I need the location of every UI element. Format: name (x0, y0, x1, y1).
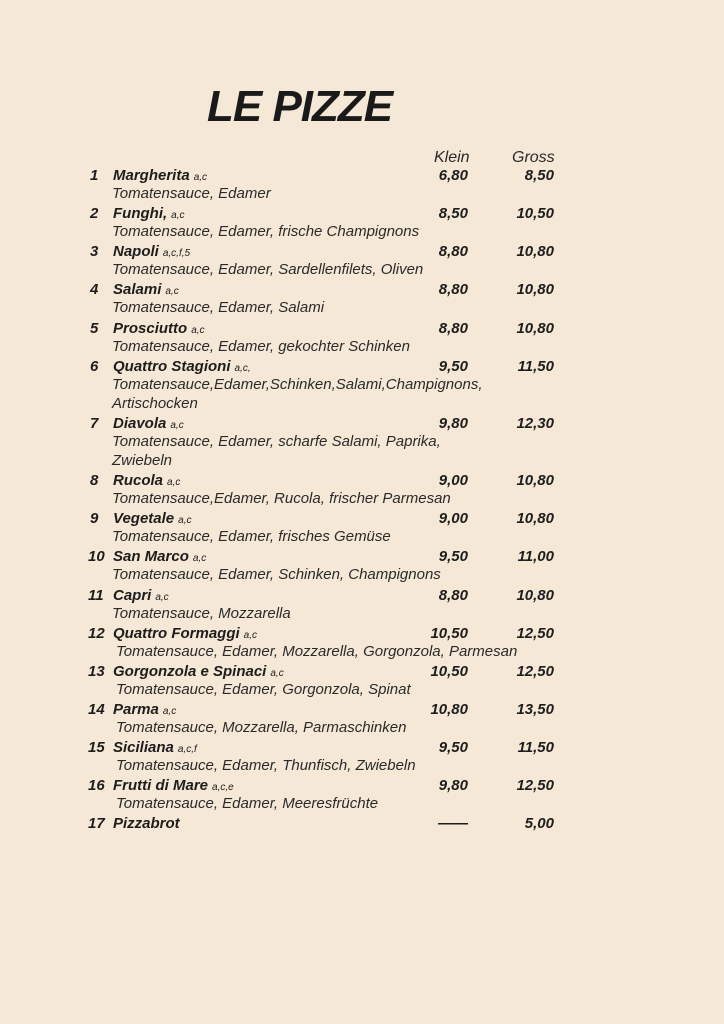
item-name: Pizzabrot (113, 815, 180, 833)
item-name: Quattro Formaggi a,c (113, 624, 258, 642)
item-name: Vegetale a,c (113, 510, 192, 528)
price-klein: —— (438, 815, 468, 833)
allergen-codes: a,c (167, 477, 181, 489)
price-klein: 9,50 (438, 357, 468, 375)
item-description: Tomatensauce, Edamer, Thunfisch, Zwiebeln (116, 757, 416, 775)
allergen-codes: a,c,e (212, 782, 234, 794)
price-gross: 12,50 (516, 624, 554, 642)
price-gross: 10,80 (516, 281, 554, 299)
item-description: Tomatensauce, Edamer, Meeresfrüchte (116, 795, 379, 813)
gross-column-header: Gross (512, 149, 555, 166)
allergen-codes: a,c (155, 591, 169, 603)
price-klein: 8,80 (438, 281, 468, 299)
allergen-codes: a,c (162, 705, 177, 717)
menu-item-siciliana (0, 737, 724, 775)
page-title: LE PIZZE (207, 82, 393, 131)
allergen-codes: a,c,f (177, 744, 197, 756)
price-gross: 12,50 (516, 662, 554, 680)
item-name: Quattro Stagioni a,c, (113, 357, 251, 375)
menu-item-rucola (0, 470, 724, 508)
item-name: Gorgonzola e Spinaci a,c (113, 662, 284, 680)
allergen-codes: a,c (178, 515, 192, 527)
item-number: 12 (88, 624, 105, 642)
menu-item-napoli (0, 241, 724, 279)
price-klein: 6,80 (438, 167, 468, 184)
item-number: 15 (88, 739, 105, 757)
price-gross: 11,50 (517, 739, 554, 757)
item-name: San Marco a,c (113, 548, 207, 566)
item-name: Parma a,c (113, 700, 177, 718)
allergen-codes: a,c (192, 553, 207, 565)
item-number: 4 (90, 281, 99, 299)
menu-item-parma (0, 699, 724, 737)
price-gross: 12,50 (516, 777, 554, 795)
item-description: Tomatensauce, Edamer, Gorgonzola, Spinat (116, 680, 411, 698)
item-name: Diavola a,c (113, 414, 184, 432)
price-klein: 9,80 (438, 414, 468, 432)
menu-item-funghi (0, 203, 724, 241)
price-gross: 11,00 (517, 548, 554, 566)
item-description: Tomatensauce, Edamer, Salami (112, 299, 325, 317)
price-gross: 10,80 (516, 472, 554, 490)
item-number: 8 (90, 472, 99, 490)
item-number: 13 (88, 662, 105, 680)
price-klein: 10,50 (430, 662, 468, 680)
item-name: Capri a,c (113, 586, 169, 604)
item-description: Tomatensauce, Edamer, frisches Gemüse (112, 528, 391, 546)
item-number: 9 (90, 510, 99, 528)
item-number: 1 (90, 167, 99, 184)
klein-column-header: Klein (434, 149, 470, 166)
allergen-codes: a,c (170, 419, 184, 431)
price-klein: 8,80 (438, 319, 468, 337)
menu-item-pizzabrot (0, 813, 724, 851)
item-description: Tomatensauce, Edamer, Mozzarella, Gorgonzola, Parmesan (116, 642, 518, 660)
price-gross: 5,00 (524, 815, 554, 833)
item-number: 2 (90, 205, 99, 223)
price-klein: 9,80 (438, 777, 468, 795)
price-gross: 10,50 (516, 205, 554, 223)
menu-item-vegetale (0, 508, 724, 546)
item-number: 5 (90, 319, 99, 337)
price-gross: 13,50 (516, 700, 554, 718)
item-name: Napoli a,c,f,5 (113, 243, 191, 261)
item-number: 3 (90, 243, 99, 261)
item-name: Funghi, a,c (113, 205, 185, 223)
price-klein: 8,80 (438, 243, 468, 261)
price-gross: 12,30 (516, 414, 554, 432)
item-name: Siciliana a,c,f (113, 739, 197, 757)
price-klein: 8,80 (438, 586, 468, 604)
item-number: 16 (88, 777, 105, 795)
item-description: Tomatensauce, Edamer (112, 185, 271, 202)
item-name: Frutti di Mare a,c,e (113, 777, 234, 795)
price-klein: 9,00 (438, 510, 468, 528)
item-name: Salami a,c (113, 281, 179, 299)
menu-item-quattro-formaggi (0, 623, 724, 661)
pizza-list (0, 165, 724, 851)
menu-item-quattro-stagioni (0, 356, 724, 413)
allergen-codes: a,c (270, 667, 284, 679)
item-number: 14 (88, 700, 105, 718)
item-number: 11 (88, 586, 104, 604)
menu-item-diavola (0, 413, 724, 470)
price-klein: 10,50 (430, 624, 468, 642)
price-klein: 9,00 (438, 472, 468, 490)
allergen-codes: a,c (191, 324, 205, 336)
item-description: Tomatensauce, Mozzarella (112, 604, 291, 622)
price-klein: 9,50 (438, 548, 468, 566)
item-description: Tomatensauce, Edamer, Schinken, Champignons (112, 566, 441, 584)
menu-item-prosciutto (0, 318, 724, 356)
allergen-codes: a,c,f,5 (162, 248, 191, 260)
price-gross: 10,80 (516, 510, 554, 528)
menu-item-capri (0, 585, 724, 623)
menu-item-frutti-di-mare (0, 775, 724, 813)
allergen-codes: a,c (243, 629, 258, 641)
price-klein: 9,50 (438, 739, 468, 757)
item-name: Margherita a,c (113, 167, 208, 184)
price-gross: 10,80 (516, 586, 554, 604)
item-number: 7 (90, 414, 99, 432)
price-gross: 10,80 (516, 243, 554, 261)
menu-item-gorgonzola-e-spinaci (0, 661, 724, 699)
item-description: Tomatensauce, Edamer, frische Champignons (112, 223, 420, 241)
price-gross: 10,80 (516, 319, 554, 337)
menu-item-salami (0, 279, 724, 317)
item-description: Tomatensauce, Edamer, scharfe Salami, Paprika, Zwiebeln (112, 432, 441, 469)
allergen-codes: a,c (171, 210, 185, 222)
item-number: 10 (88, 548, 105, 566)
price-gross: 11,50 (517, 357, 554, 375)
price-klein: 8,50 (438, 205, 468, 223)
menu-item-san-marco (0, 546, 724, 584)
allergen-codes: a,c (193, 172, 208, 183)
item-number: 17 (88, 815, 105, 833)
item-name: Prosciutto a,c (113, 319, 205, 337)
item-description: Tomatensauce,Edamer,Schinken,Salami,Champignons, Artischocken (112, 375, 483, 412)
item-description: Tomatensauce,Edamer, Rucola, frischer Parmesan (112, 490, 451, 508)
item-description: Tomatensauce, Edamer, Sardellenfilets, Oliven (112, 261, 424, 279)
allergen-codes: a,c (165, 286, 179, 298)
item-name: Rucola a,c (113, 472, 181, 490)
item-description: Tomatensauce, Mozzarella, Parmaschinken (116, 718, 407, 736)
price-gross: 8,50 (524, 167, 554, 184)
item-number: 6 (90, 357, 99, 375)
allergen-codes: a,c, (234, 362, 251, 374)
price-klein: 10,80 (430, 700, 468, 718)
item-description: Tomatensauce, Edamer, gekochter Schinken (112, 337, 410, 355)
menu-item-margherita (0, 165, 724, 203)
